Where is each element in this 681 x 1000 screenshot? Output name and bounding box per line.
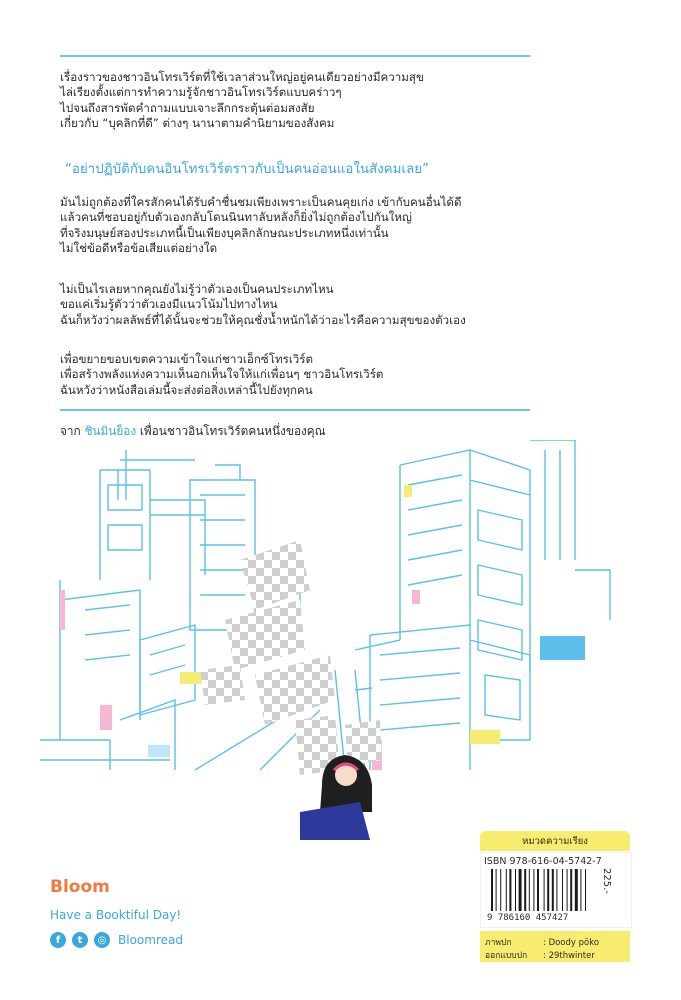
body-line: มันไม่ถูกต้องที่ใครสักคนได้รับคำชื่นชมเพียงเพราะเป็นคนคุยเก่ง เข้ากับคนอื่นได้ดี — [60, 195, 462, 209]
intro-line: ไล่เรียงตั้งแต่การทำความรู้จักชาวอินโทรเวิร์ตแบบคร่าวๆ — [60, 85, 342, 100]
intro-paragraph — [60, 70, 540, 132]
isbn: ISBN 978-616-04-5742-7 — [484, 856, 602, 867]
body-line: ไม่ใช่ข้อดีหรือข้อเสียแต่อย่างใด — [60, 241, 218, 256]
barcode-bar — [509, 869, 511, 911]
barcode-bar — [515, 869, 516, 911]
body-line: ฉันก็หวังว่าผลลัพธ์ที่ได้นั้นจะช่วยให้คุณชั่งน้ำหนักได้ว่าอะไรคือความสุขของตัวเอง — [60, 312, 466, 327]
barcode-bar — [580, 869, 581, 911]
barcode-bar — [552, 869, 554, 911]
body-line: เพื่อขยายขอบเขตความเข้าใจแก่ชาวเอ็กซ์โทรเวิร์ต — [60, 352, 314, 366]
intro-line: เกี่ยวกับ “บุคลิกที่ดี” ต่างๆ นานาตามคำนิยามของสังคม — [60, 116, 335, 131]
city-illustration — [0, 440, 681, 840]
signature-prefix: จาก — [60, 424, 81, 438]
barcode-bar — [529, 869, 530, 911]
barcode-bar — [496, 869, 497, 911]
publisher-logo: Bloom — [50, 877, 110, 897]
barcode-bar — [537, 869, 539, 911]
barcode-bar — [585, 869, 586, 911]
credit-label: ภาพปก — [485, 938, 512, 948]
barcode-number: 9 786160 457427 — [487, 913, 569, 923]
barcode-bar — [562, 869, 563, 911]
body-line: เพื่อสร้างพลังแห่งความเห็นอกเห็นใจให้แก่เพื่อนๆ ชาวอินโทรเวิร์ต — [60, 367, 384, 382]
barcode-bar — [556, 869, 557, 911]
barcode-bar — [506, 869, 507, 911]
credits-box — [480, 931, 630, 962]
publisher-tagline: Have a Booktiful Day! — [50, 908, 182, 922]
body-line: ไม่เป็นไรเลยหากคุณยังไม่รู้ว่าตัวเองเป็นคนประเภทไหน — [60, 282, 334, 296]
intro-line: เรื่องราวของชาวอินโทรเวิร์ตที่ใช้เวลาส่วนใหญ่อยู่คนเดียวอย่างมีความสุข — [60, 70, 424, 84]
barcode-bar — [491, 869, 493, 911]
pull-quote: “อย่าปฏิบัติกับคนอินโทรเวิร์ตราวกับเป็นคนอ่อนแอในสังคมเลย” — [65, 162, 430, 177]
barcode-bar — [533, 869, 534, 911]
barcode-bar — [524, 869, 526, 911]
signature-suffix: เพื่อนชาวอินโทรเวิร์ตคนหนึ่งของคุณ — [139, 424, 326, 438]
divider-rule — [60, 409, 530, 411]
twitter-icon: t — [72, 932, 88, 948]
social-links — [50, 932, 183, 948]
credit-value: : Doody pōko — [543, 938, 600, 948]
barcode-bar — [519, 869, 522, 911]
body-line: ฉันหวังว่าหนังสือเล่มนี้จะส่งต่อสิ่งเหล่านี้ไปยังทุกคน — [60, 382, 313, 397]
barcode-bar — [544, 869, 545, 911]
facebook-icon: f — [50, 932, 66, 948]
author-name: ชินมินย็อง — [84, 424, 137, 438]
barcode-bar — [500, 869, 501, 911]
body-paragraph-2 — [60, 282, 540, 328]
credit-label: ออกแบบปก — [485, 951, 528, 961]
instagram-icon: ◎ — [94, 932, 110, 948]
signature — [60, 422, 326, 441]
social-handle: Bloomread — [118, 933, 183, 947]
body-line: แล้วคนที่ชอบอยู่กับตัวเองกลับโดนนินทาลับหลังก็ยิ่งไม่ถูกต้องไปกันใหญ่ — [60, 210, 412, 225]
barcode — [489, 869, 609, 913]
top-rule — [60, 55, 530, 57]
barcode-bar — [570, 869, 572, 911]
barcode-bar — [575, 869, 578, 911]
credit-value: : 29thwinter — [543, 951, 595, 961]
credit-designer — [485, 948, 595, 962]
body-line: ที่จริงมนุษย์สองประเภทนี้เป็นเพียงบุคลิกลักษณะประเภทหนึ่งเท่านั้น — [60, 225, 389, 240]
credit-illustrator — [485, 935, 599, 949]
price: 225.- — [601, 868, 612, 894]
intro-line: ไปจนถึงสารพัดคำถามแบบเจาะลึกกระตุ้นต่อมสงสัย — [60, 100, 315, 115]
body-paragraph-3 — [60, 352, 540, 398]
body-paragraph-1 — [60, 195, 540, 257]
barcode-bar — [567, 869, 568, 911]
category-label: หมวดความเรียง — [480, 831, 630, 851]
body-line: ขอแค่เริ่มรู้ตัวว่าตัวเองมีแนวโน้มไปทางไหน — [60, 297, 278, 312]
barcode-bar — [547, 869, 549, 911]
